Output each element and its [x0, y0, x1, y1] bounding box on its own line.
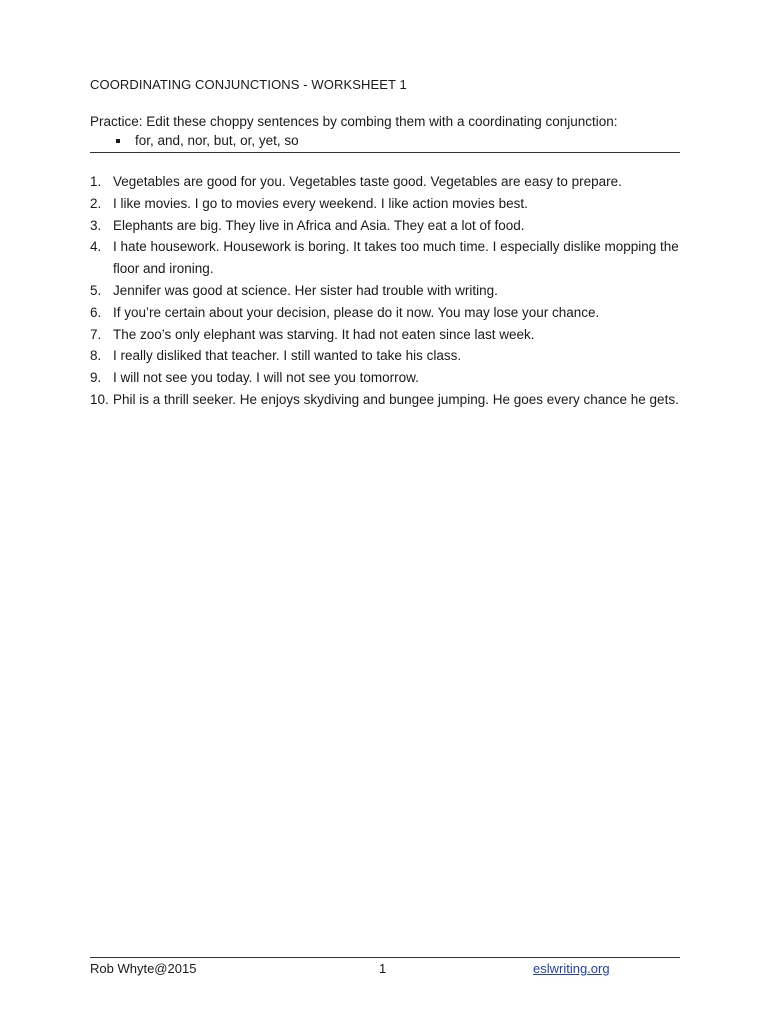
exercise-number: 4.: [90, 239, 102, 255]
conjunction-list: for, and, nor, but, or, yet, so: [135, 133, 299, 148]
exercise-text: Elephants are big. They live in Africa and Asia. They eat a lot of food.: [113, 217, 525, 233]
exercise-text: I will not see you today. I will not see you tomorrow.: [113, 370, 419, 386]
header-divider: [90, 152, 680, 153]
exercise-item: [90, 367, 680, 389]
worksheet-title: COORDINATING CONJUNCTIONS - WORKSHEET 1: [90, 77, 407, 92]
exercise-number: 6.: [90, 304, 102, 320]
exercise-item: [90, 236, 680, 280]
bullet-square-icon: [116, 139, 120, 143]
exercise-number: 8.: [90, 348, 102, 364]
exercise-list: [90, 171, 680, 411]
exercise-text: The zoo’s only elephant was starving. It had not eaten since last week.: [113, 326, 535, 342]
instruction-text: Practice: Edit these choppy sentences by combing them with a coordinating conjunction:: [90, 114, 618, 129]
exercise-item: [90, 302, 680, 324]
exercise-number: 7.: [90, 326, 102, 342]
exercise-item: [90, 280, 680, 302]
exercise-item: [90, 215, 680, 237]
exercise-number: 5.: [90, 282, 102, 298]
exercise-text: Jennifer was good at science. Her sister had trouble with writing.: [113, 282, 498, 298]
footer-author: Rob Whyte@2015: [90, 961, 197, 976]
exercise-text: I hate housework. Housework is boring. It takes too much time. I especially dislike mopping the floor and ironing.: [113, 239, 679, 277]
footer-divider: [90, 957, 680, 958]
exercise-number: 1.: [90, 174, 102, 189]
footer-page-number: 1: [379, 961, 387, 976]
exercise-text: Phil is a thrill seeker. He enjoys skydiving and bungee jumping. He goes every chance he gets.: [113, 391, 679, 407]
exercise-text: I like movies. I go to movies every weekend. I like action movies best.: [113, 195, 528, 211]
exercise-number: 2.: [90, 195, 102, 211]
exercise-number: 9.: [90, 370, 102, 386]
exercise-item: [90, 345, 680, 367]
exercise-number: 3.: [90, 217, 102, 233]
conjunction-bullet: [114, 133, 299, 148]
exercise-item: [90, 171, 680, 193]
exercise-text: If you’re certain about your decision, please do it now. You may lose your chance.: [113, 304, 600, 320]
exercise-text: Vegetables are good for you. Vegetables taste good. Vegetables are easy to prepare.: [113, 174, 622, 189]
exercise-item: [90, 389, 680, 411]
exercise-item: [90, 324, 680, 346]
exercise-number: 10.: [90, 391, 109, 407]
exercise-text: I really disliked that teacher. I still wanted to take his class.: [113, 348, 462, 364]
exercise-item: [90, 193, 680, 215]
footer-website-link[interactable]: eslwriting.org: [533, 961, 610, 976]
